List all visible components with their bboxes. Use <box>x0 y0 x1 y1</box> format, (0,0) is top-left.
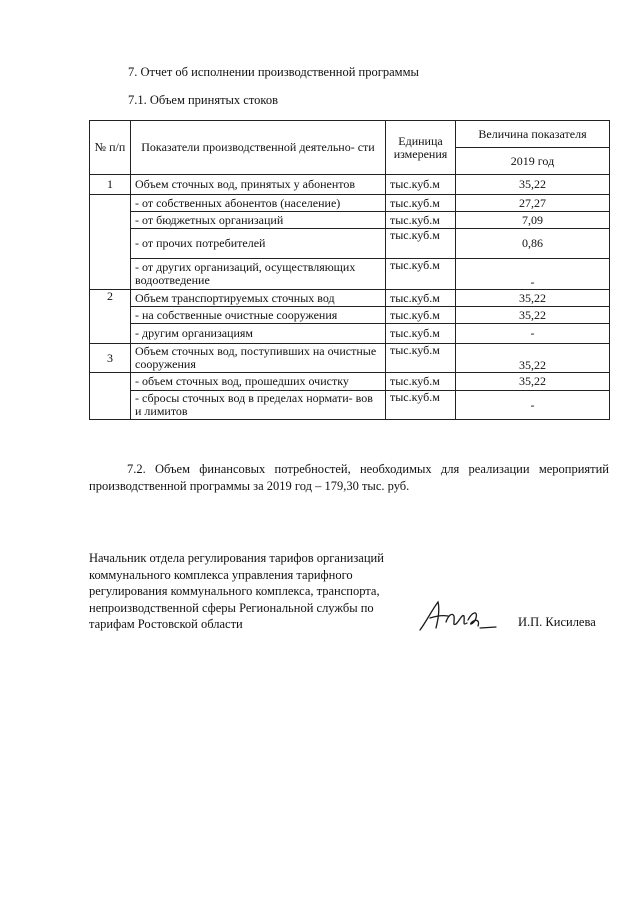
row-num: 1 <box>90 175 131 195</box>
header-indicator: Показатели производственной деятельно- сти <box>131 121 386 175</box>
row-unit: тыс.куб.м <box>386 229 456 259</box>
row-value: 35,22 <box>456 290 610 307</box>
row-name: Объем сточных вод, принятых у абонентов <box>131 175 386 195</box>
table-row <box>90 290 610 307</box>
header-year: 2019 год <box>456 148 610 175</box>
row-value: 35,22 <box>456 307 610 324</box>
table-row <box>90 373 610 391</box>
table-row <box>90 391 610 420</box>
row-value: 0,86 <box>456 229 610 259</box>
header-num: № п/п <box>90 121 131 175</box>
row-name: - от бюджетных организаций <box>131 212 386 229</box>
header-unit: Единица измерения <box>386 121 456 175</box>
row-unit: тыс.куб.м <box>386 290 456 307</box>
table-row <box>90 344 610 373</box>
row-name: - от собственных абонентов (население) <box>131 195 386 212</box>
row-value: - <box>456 391 610 420</box>
row-value: 35,22 <box>456 175 610 195</box>
subsection-title: 7.1. Объем принятых стоков <box>128 93 278 107</box>
row-unit: тыс.куб.м <box>386 391 456 420</box>
table-row <box>90 324 610 344</box>
row-unit: тыс.куб.м <box>386 195 456 212</box>
table-row <box>90 195 610 212</box>
row-name: - на собственные очистные сооружения <box>131 307 386 324</box>
table-row <box>90 175 610 195</box>
row-name: - объем сточных вод, прошедших очистку <box>131 373 386 391</box>
row-value: - <box>456 259 610 290</box>
row-num: 2 <box>90 290 131 344</box>
row-value: 27,27 <box>456 195 610 212</box>
section-title: 7. Отчет об исполнении производственной программы <box>128 65 419 79</box>
row-name: - от прочих потребителей <box>131 229 386 259</box>
table-row <box>90 259 610 290</box>
position-line: непроизводственной сферы Региональной службы по <box>89 600 374 615</box>
table-row <box>90 307 610 324</box>
row-name: - от других организаций, осуществляющих водоотведение <box>131 259 386 290</box>
table-row <box>90 212 610 229</box>
position-line: тарифам Ростовской области <box>89 617 243 631</box>
row-num <box>90 195 131 290</box>
row-value: 7,09 <box>456 212 610 229</box>
row-num: 3 <box>90 344 131 373</box>
financial-note: 7.2. Объем финансовых потребностей, необходимых для реализации мероприятий производственной программы за 2019 год – 179,30 тыс. руб. <box>89 462 609 493</box>
row-unit: тыс.куб.м <box>386 307 456 324</box>
row-unit: тыс.куб.м <box>386 212 456 229</box>
row-name: - сбросы сточных вод в пределах нормати- вов и лимитов <box>131 391 386 420</box>
wastewater-table <box>89 120 610 420</box>
row-unit: тыс.куб.м <box>386 259 456 290</box>
row-unit: тыс.куб.м <box>386 175 456 195</box>
row-value: 35,22 <box>456 344 610 373</box>
position-line: регулирования коммунального комплекса, транспорта, <box>89 584 380 598</box>
row-num <box>90 373 131 420</box>
position-line: Начальник отдела регулирования тарифов организаций <box>89 551 384 565</box>
row-value: - <box>456 324 610 344</box>
position-line: коммунального комплекса управления тарифного <box>89 567 353 582</box>
row-name: Объем сточных вод, поступивших на очистные сооружения <box>131 344 386 373</box>
signer-name: И.П. Кисилева <box>518 615 596 629</box>
row-name: Объем транспортируемых сточных вод <box>131 290 386 307</box>
table-row <box>90 229 610 259</box>
handwritten-signature <box>412 592 504 638</box>
row-unit: тыс.куб.м <box>386 344 456 373</box>
header-value: Величина показателя <box>456 121 610 148</box>
row-name: - другим организациям <box>131 324 386 344</box>
signer-position <box>89 550 409 633</box>
row-unit: тыс.куб.м <box>386 324 456 344</box>
row-unit: тыс.куб.м <box>386 373 456 391</box>
row-value: 35,22 <box>456 373 610 391</box>
